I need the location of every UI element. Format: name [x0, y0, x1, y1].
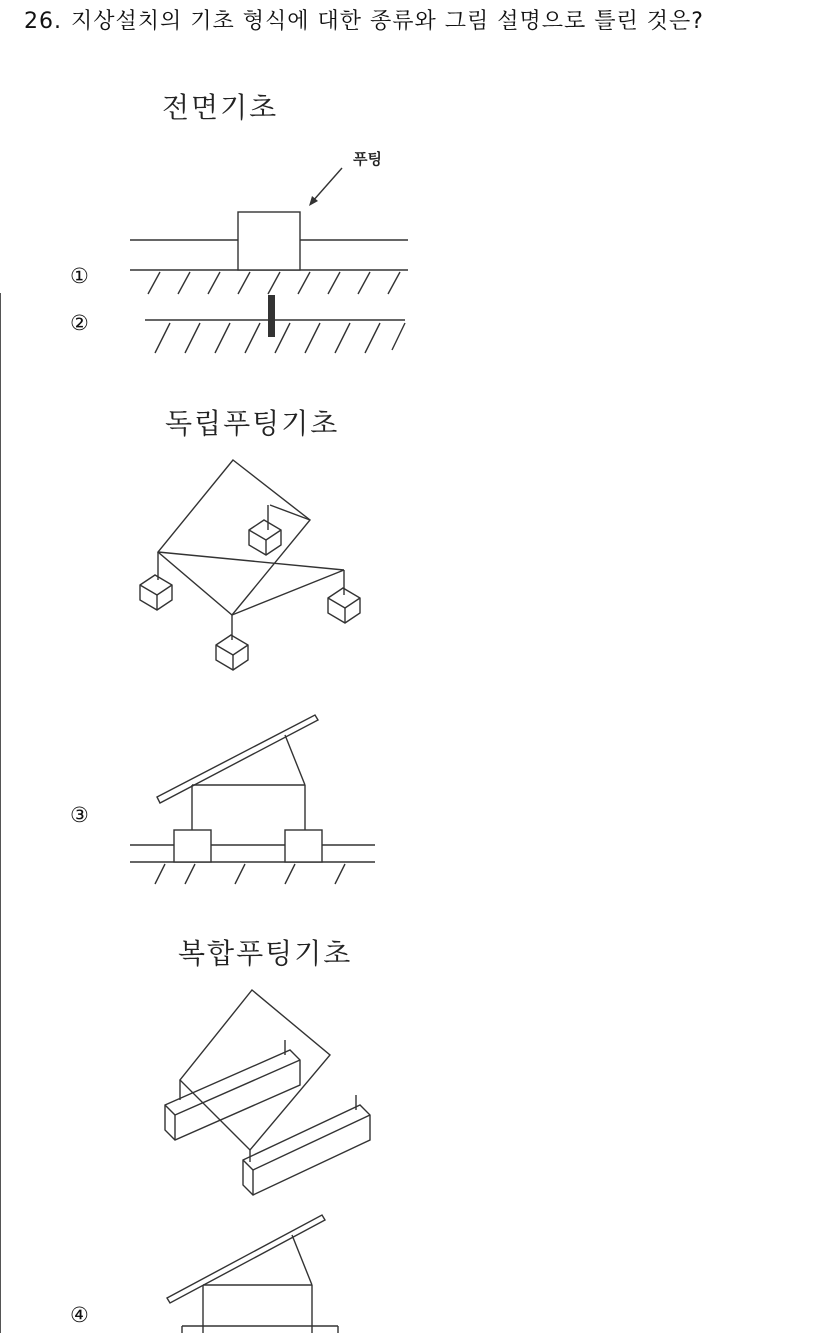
- diagram-pile: [145, 295, 405, 353]
- question-number: 26.: [24, 9, 62, 34]
- diagram-option-4: [167, 1215, 338, 1333]
- caption-combined-footing: 복합푸팅기초: [178, 937, 353, 970]
- diagram-independent-footing-3d: [140, 460, 360, 670]
- option-4-marker[interactable]: ④: [70, 1303, 89, 1327]
- option-2-marker[interactable]: ②: [70, 311, 89, 335]
- option-1-marker[interactable]: ①: [70, 264, 89, 288]
- caption-spread-foundation: 전면기초: [162, 91, 279, 124]
- diagram-combined-footing-3d: [165, 990, 370, 1195]
- footing-label: 푸팅: [353, 150, 382, 168]
- diagram-option-3: [130, 715, 375, 884]
- caption-independent-footing: 독립푸팅기초: [165, 407, 340, 440]
- diagram-spread-footing: [130, 168, 408, 294]
- question-text: 지상설치의 기초 형식에 대한 종류와 그림 설명으로 틀린 것은?: [71, 9, 704, 34]
- option-3-marker[interactable]: ③: [70, 803, 89, 827]
